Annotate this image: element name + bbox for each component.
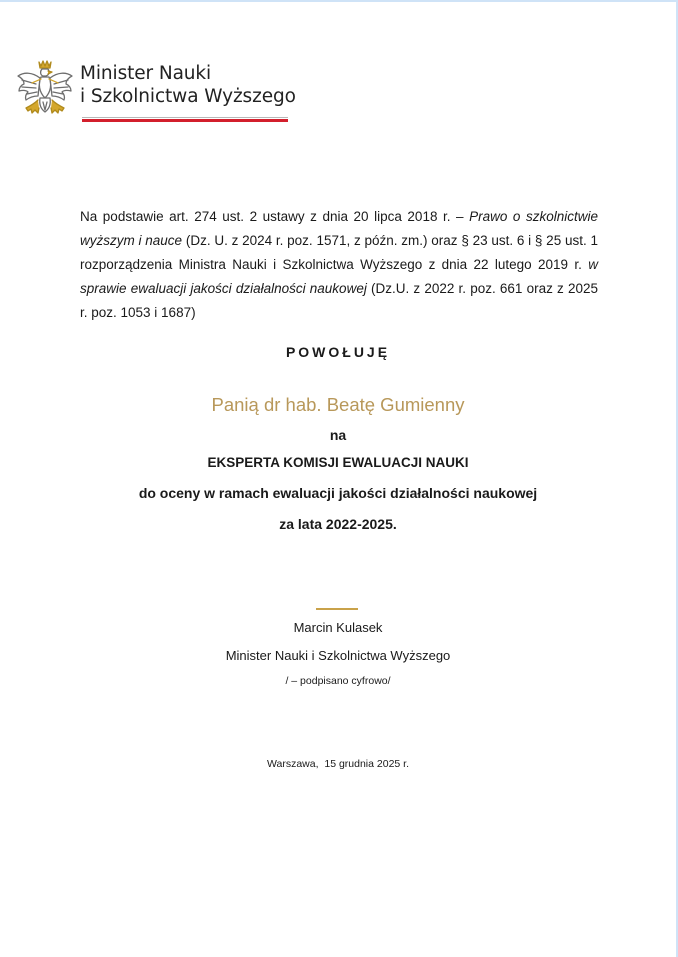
ministry-name-line2: i Szkolnictwa Wyższego (80, 86, 296, 107)
act-title-higher-education: Prawo o szkolnictwie wyższym i nauce (80, 209, 598, 248)
legal-basis-paragraph (80, 205, 598, 325)
legal-basis-text-1: Na podstawie art. 274 ust. 2 ustawy z dnia 20 lipca 2018 r. – (80, 209, 470, 224)
signer-name: Marcin Kulasek (293, 620, 383, 635)
ministry-name (80, 62, 296, 108)
place-and-date: Warszawa, 15 grudnia 2025 r. (266, 758, 410, 770)
header-red-bar (82, 119, 288, 122)
header-divider-line (82, 117, 288, 118)
legal-basis-text-3: (Dz.U. z 2022 r. poz. 661 oraz z 2025 r. poz. 1053 i 1687) (80, 281, 598, 320)
legal-basis-text-2: (Dz. U. z 2024 r. poz. 1571, z późn. zm.) oraz § 23 ust. 6 i § 25 ust. 1 rozporządzenia Ministra Nauki i Szkolnictwa Wyższego z dnia 22 lutego 2019 r. (80, 233, 598, 272)
appointment-period: za lata 2022-2025. (279, 516, 397, 532)
appointee-name: Panią dr hab. Beatę Gumienny (211, 394, 465, 415)
appointment-heading: POWOŁUJĘ (285, 344, 391, 360)
appointment-purpose: do oceny w ramach ewaluacji jakości działalności naukowej (138, 485, 538, 501)
digital-signature-note: / – podpisano cyfrowo/ (285, 675, 391, 687)
appointment-role: EKSPERTA KOMISJI EWALUACJI NAUKI (207, 455, 469, 470)
signer-title: Minister Nauki i Szkolnictwa Wyższego (225, 648, 451, 663)
white-eagle-emblem-icon (12, 56, 78, 122)
signature-rule (316, 608, 358, 610)
act-title-evaluation: w sprawie ewaluacji jakości działalności naukowej (80, 257, 598, 296)
appointment-na: na (329, 427, 347, 443)
ministry-name-line1: Minister Nauki (80, 63, 212, 84)
